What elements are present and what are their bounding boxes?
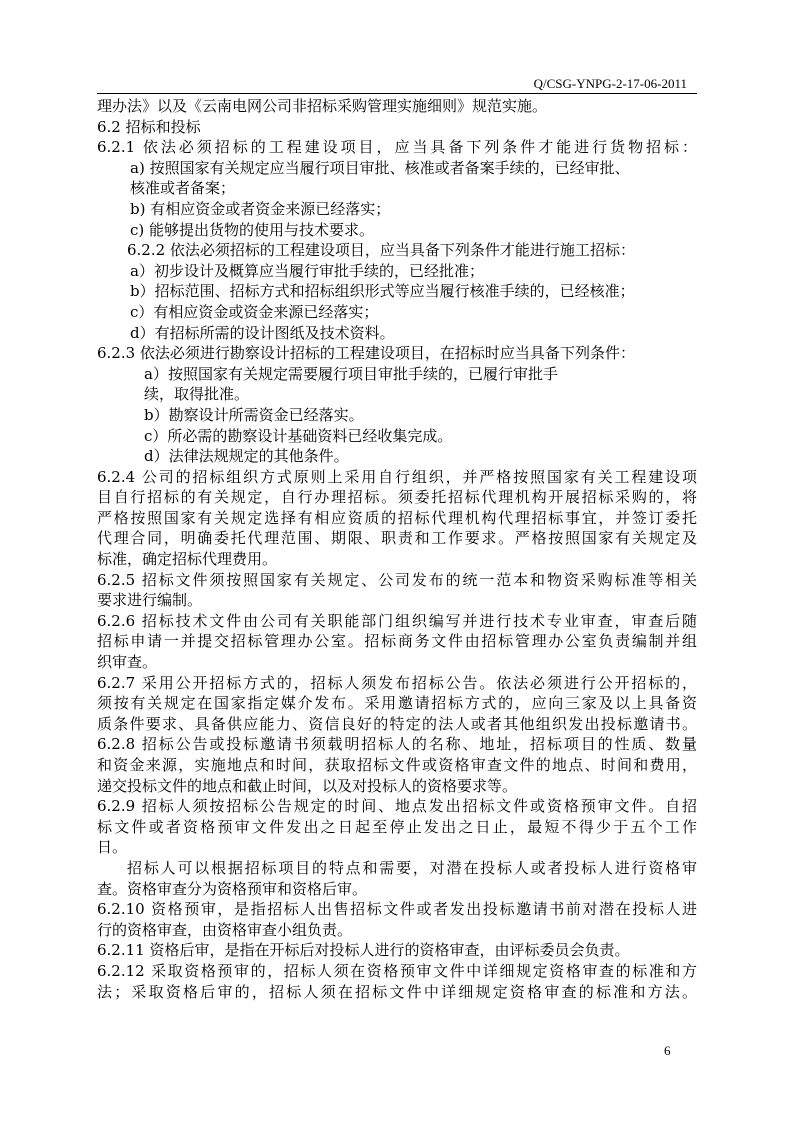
clause-6-2-7: 6.2.7 采用公开招标方式的，招标人须发布招标公告。依法必须进行公开招标的， [97,673,697,692]
paragraph-indented: 招标人可以根据招标项目的特点和需要，对潜在投标人或者投标人进行资格审 [127,858,697,877]
text-line: 须按有关规定在国家指定媒介发布。采用邀请招标方式的，应向三家及以上具备资 [97,694,697,713]
document-code: Q/CSG-YNPG-2-17-06-2011 [533,76,687,91]
list-item: a）按照国家有关规定需要履行项目审批手续的，已履行审批手 [144,364,558,383]
list-item: 续，取得批准。 [144,385,250,404]
text-line: 织审查。 [97,653,158,672]
clause-6-2-1: 6.2.1 依法必须招标的工程建设项目，应当具备下列条件才能进行货物招标： [97,138,697,157]
clause-6-2-9: 6.2.9 招标人须按招标公告规定的时间、地点发出招标文件或资格预审文件。自招 [97,797,697,816]
list-item: a）初步设计及概算应当履行审批手续的，已经批准； [130,261,484,280]
text-line: 目自行招标的有关规定，自行办理招标。须委托招标代理机构开展招标采购的，将 [97,488,697,507]
list-item: b) 有相应资金或者资金来源已经落实； [130,199,391,218]
text-line: 标文件或者资格预审文件发出之日起至停止发出之日止，最短不得少于五个工作 [97,817,697,836]
clause-6-2-4: 6.2.4 公司的招标组织方式原则上采用自行组织，并严格按照国家有关工程建设项 [97,467,697,486]
text-line: 日。 [97,838,128,857]
text-line: 递交投标文件的地点和截止时间，以及对投标人的资格要求等。 [97,776,518,795]
list-item: b）招标范围、招标方式和招标组织形式等应当履行核准手续的，已经核准； [130,282,635,301]
page-number: 6 [664,1043,671,1058]
text-line: 严格按照国家有关规定选择有相应资质的招标代理机构代理招标事宜，并签订委托 [97,508,697,527]
list-item: b）勘察设计所需资金已经落实。 [144,405,364,424]
list-item: d）法律法规规定的其他条件。 [144,447,349,466]
list-item: 核准或者备案； [130,179,236,198]
document-body [97,96,697,1002]
text-line: 代理合同，明确委托代理范围、期限、职责和工作要求。严格按照国家有关规定及 [97,529,697,548]
text-line: 招标申请一并提交招标管理办公室。招标商务文件由招标管理办公室负责编制并组 [97,632,697,651]
list-item: c）有相应资金或资金来源已经落实； [130,302,379,321]
text-line: 质条件要求、具备供应能力、资信良好的特定的法人或者其他组织发出投标邀请书。 [97,714,697,733]
clause-6-2-5: 6.2.5 招标文件须按照国家有关规定、公司发布的统一范本和物资采购标准等相关 [97,570,697,589]
clause-6-2-11: 6.2.11 资格后审，是指在开标后对投标人进行的资格审查，由评标委员会负责。 [97,941,630,960]
clause-6-2-2: 6.2.2 依法必须招标的工程建设项目，应当具备下列条件才能进行施工招标： [127,241,635,260]
clause-6-2-8: 6.2.8 招标公告或投标邀请书须载明招标人的名称、地址，招标项目的性质、数量 [97,735,697,754]
clause-6-2-6: 6.2.6 招标技术文件由公司有关职能部门组织编写并进行技术专业审查，审查后随 [97,611,697,630]
section-heading: 6.2 招标和投标 [97,117,201,136]
text-line: 查。资格审查分为资格预审和资格后审。 [97,879,368,898]
list-item: c）所必需的勘察设计基础资料已经收集完成。 [144,426,453,445]
text-line: 和资金来源，实施地点和时间，获取招标文件或资格审查文件的地点、时间和费用， [97,756,697,774]
text-line: 行的资格审查，由资格审查小组负责。 [97,920,353,939]
clause-6-2-3: 6.2.3 依法必须进行勘察设计招标的工程建设项目，在招标时应当具备下列条件： [97,344,635,363]
text-line: 理办法》以及《云南电网公司非招标采购管理实施细则》规范实施。 [97,97,548,115]
text-line: 法；采取资格后审的，招标人须在招标文件中详细规定资格审查的标准和方法。 [97,982,697,1001]
text-line: 标准，确定招标代理费用。 [97,550,278,569]
clause-6-2-12: 6.2.12 采取资格预审的，招标人须在资格预审文件中详细规定资格审查的标准和方 [97,961,697,980]
clause-6-2-10: 6.2.10 资格预审，是指招标人出售招标文件或者发出投标邀请书前对潜在投标人进 [97,900,697,919]
list-item: d）有招标所需的设计图纸及技术资料。 [130,323,395,342]
list-item: c) 能够提出货物的使用与技术要求。 [130,220,375,239]
text-line: 要求进行编制。 [97,591,203,610]
list-item: a) 按照国家有关规定应当履行项目审批、核准或者备案手续的，已经审批、 [130,158,630,177]
header-divider [97,93,697,94]
